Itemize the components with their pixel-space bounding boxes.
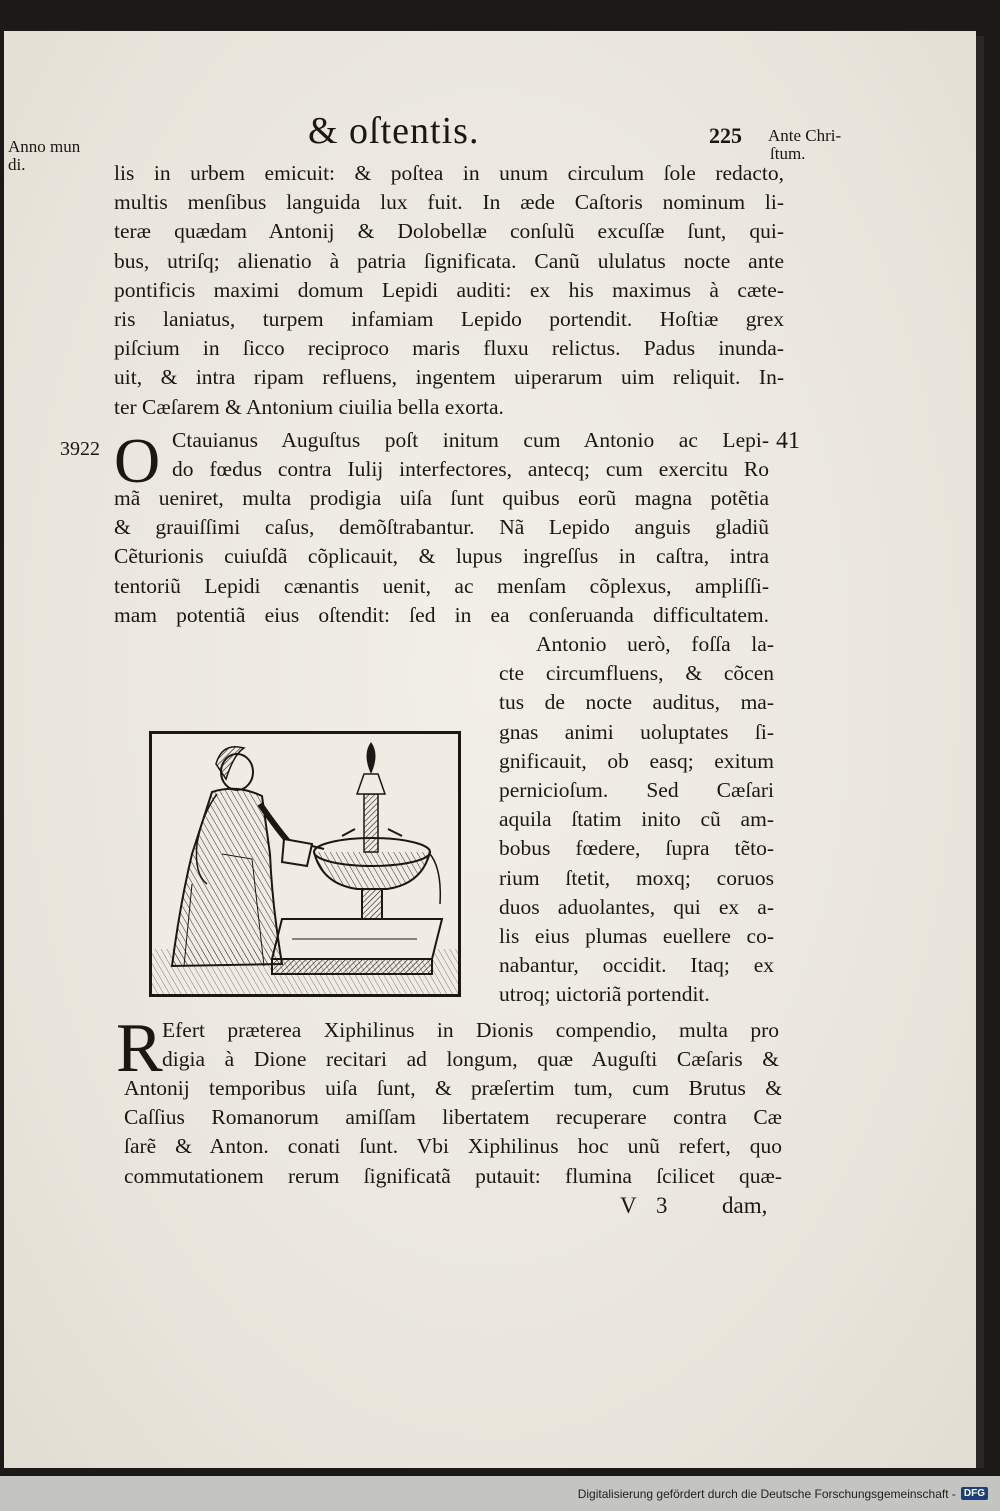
text-line: ſarẽ & Anton. conati ſunt. Vbi Xiphilinus hoc unũ refert, quo xyxy=(124,1134,782,1159)
text-line: Caſſius Romanorum amiſſam libertatem recuperare contra Cæ xyxy=(124,1105,782,1130)
text-line: Cẽturionis cuiuſdã cõplicauit, & lupus ingreſſus in caſtra, intra xyxy=(114,544,769,569)
margin-note-left xyxy=(8,138,80,174)
woodcut-illustration xyxy=(149,731,461,997)
margin-note-line: Anno mun xyxy=(8,137,81,156)
text-line: ter Cæſarem & Antonium ciuilia bella exorta. xyxy=(114,394,504,419)
margin-note-line: Ante Chri- xyxy=(768,126,842,145)
text-line: tus de nocte auditus, ma- xyxy=(499,690,774,715)
woman-fountain-woodcut-icon xyxy=(152,734,458,994)
credit-bar xyxy=(0,1476,1000,1511)
text-line: lis in urbem emicuit: & poſtea in unum circulum ſole redacto, xyxy=(114,161,784,185)
dropcap-r: R xyxy=(116,1010,163,1087)
text-line: lis eius plumas euellere co- xyxy=(499,924,774,949)
signature-mark: V 3 xyxy=(620,1193,668,1218)
text-line: multis menſibus languida lux fuit. In æde Caſtoris nominum li- xyxy=(114,190,784,215)
text-line: pernicioſum. Sed Cæſari xyxy=(499,778,774,803)
text-line: aquila ſtatim inito cũ am- xyxy=(499,807,774,832)
catchword: dam, xyxy=(722,1193,768,1218)
text-line: nabantur, occidit. Itaq; ex xyxy=(499,953,774,978)
text-line: bobus fœdere, ſupra tẽto- xyxy=(499,836,774,861)
text-line: ris laniatus, turpem infamiam Lepido portendit. Hoſtiæ grex xyxy=(114,307,784,332)
book-page xyxy=(4,31,976,1468)
margin-year: 3922 xyxy=(60,438,100,460)
text-line: & grauiſſimi caſus, demõſtrabantur. Nã Lepido anguis gladiũ xyxy=(114,515,769,540)
text-line: utroq; uictoriã portendit. xyxy=(499,982,710,1007)
paragraph-1 xyxy=(114,159,784,422)
text-line: gnas animi uoluptates ſi- xyxy=(499,719,774,744)
margin-note-right xyxy=(768,127,841,163)
text-line: do fœdus contra Iulij interfectores, antecq; cum exercitu Ro xyxy=(172,457,769,482)
text-line: Antonij temporibus uiſa ſunt, & præſertim tum, cum Brutus & xyxy=(124,1076,782,1100)
text-line: mã ueniret, multa prodigia uiſa ſunt quibus eorũ magna potẽtia xyxy=(114,486,769,510)
text-line: teræ quædam Antonij & Dolobellæ conſulũ excuſſæ ſunt, qui- xyxy=(114,219,784,244)
text-line: pontificis maximi domum Lepidi auditi: ex his maximus à cæte- xyxy=(114,277,784,302)
running-title: & oſtentis. xyxy=(308,110,480,152)
text-line: Antonio uerò, foſſa la- xyxy=(536,632,774,656)
text-line: mam potentiã eius oſtendit: ſed in ea conſeruanda difficultatem. xyxy=(114,602,769,627)
text-line: piſcium in ſicco reciproco maris fluxu relictus. Padus inunda- xyxy=(114,336,784,361)
text-line: Efert præterea Xiphilinus in Dionis compendio, multa pro xyxy=(162,1018,779,1042)
text-line: gnificauit, ob easq; exitum xyxy=(499,748,774,773)
margin-note-line: ſtum. xyxy=(770,144,806,163)
text-line: tentoriũ Lepidi cænantis uenit, ac menſam cõplexus, ampliſſi- xyxy=(114,573,769,598)
page-number: 225 xyxy=(709,123,742,148)
page-edge-shadow xyxy=(976,36,984,1468)
text-line: uit, & intra ripam refluens, ingentem uiperarum uim reliquit. In- xyxy=(114,365,784,390)
text-line: duos aduolantes, qui ex a- xyxy=(499,894,774,919)
paragraph-2-right-column xyxy=(499,630,774,1010)
paragraph-3-indented xyxy=(162,1016,779,1074)
paragraph-2 xyxy=(114,484,769,630)
dfg-logo-icon[interactable]: DFG xyxy=(961,1487,988,1500)
credit-text: Digitalisierung gefördert durch die Deutsche Forschungsgemeinschaft - xyxy=(577,1486,956,1501)
paragraph-3 xyxy=(124,1074,782,1191)
text-line: bus, utriſq; alienatio à patria ſignificata. Canũ ululatus nocte ante xyxy=(114,248,784,273)
text-line: Ctauianus Auguſtus poſt initum cum Antonio ac Lepi- xyxy=(172,428,769,452)
dropcap-o: O xyxy=(114,425,161,496)
margin-number: 41 xyxy=(776,428,800,454)
margin-note-line: di. xyxy=(8,155,26,174)
paragraph-2-indented xyxy=(172,426,769,484)
text-line: digia à Dione recitari ad longum, quæ Auguſti Cæſaris & xyxy=(162,1047,779,1072)
text-line: rium ſtetit, moxq; coruos xyxy=(499,865,774,890)
text-line: commutationem rerum ſignificatã putauit: flumina ſcilicet quæ- xyxy=(124,1163,782,1188)
text-line: cte circumfluens, & cõcen xyxy=(499,661,774,686)
